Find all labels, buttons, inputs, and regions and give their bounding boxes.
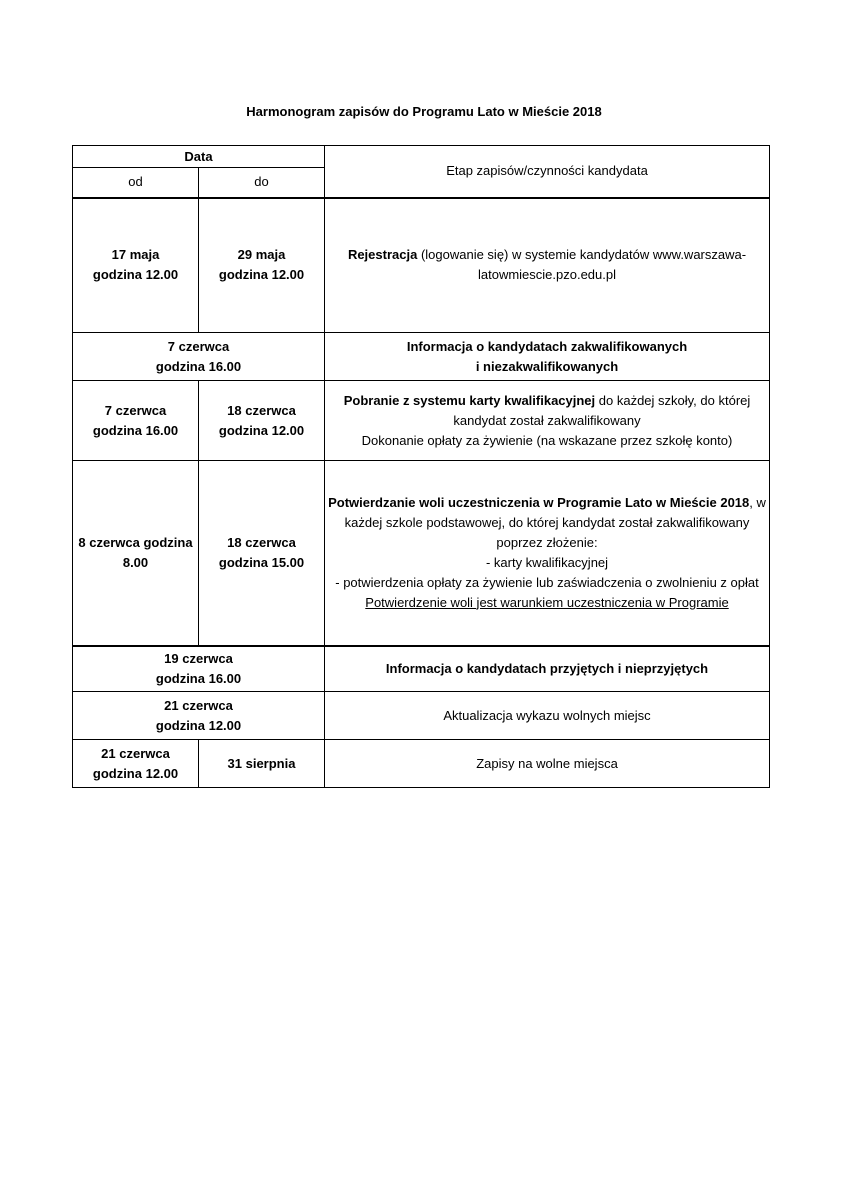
cell-from: 21 czerwca godzina 12.00 bbox=[73, 740, 199, 788]
schedule-table bbox=[72, 145, 770, 788]
table-row bbox=[73, 198, 770, 333]
stage-extra: Dokonanie opłaty za żywienie (na wskazane przez szkołę konto) bbox=[361, 432, 733, 448]
cell-to: 29 maja godzina 12.00 bbox=[199, 198, 325, 333]
table-row bbox=[73, 461, 770, 646]
stage-text: , w każdej szkole podstawowej, do której kandydat został zakwalifikowany poprzez złożenie: bbox=[344, 494, 766, 550]
cell-stage: Aktualizacja wykazu wolnych miejsc bbox=[325, 692, 770, 740]
header-row-1 bbox=[73, 146, 770, 168]
cell-date: 19 czerwca godzina 16.00 bbox=[73, 646, 325, 692]
cell-from: 8 czerwca godzina 8.00 bbox=[73, 461, 199, 646]
header-to: do bbox=[199, 168, 325, 198]
cell-stage bbox=[325, 461, 770, 646]
document-title: Harmonogram zapisów do Programu Lato w Mieście 2018 bbox=[246, 104, 602, 119]
stage-text: do każdej szkoły, do której kandydat został zakwalifikowany bbox=[453, 392, 751, 428]
stage-bold: Potwierdzanie woli uczestniczenia w Programie Lato w Mieście 2018 bbox=[328, 494, 750, 510]
header-date: Data bbox=[73, 146, 325, 168]
stage-item: - potwierdzenia opłaty za żywienie lub zaświadczenia o zwolnieniu z opłat bbox=[335, 574, 759, 590]
cell-date: 21 czerwca godzina 12.00 bbox=[73, 692, 325, 740]
cell-stage: Zapisy na wolne miejsca bbox=[325, 740, 770, 788]
cell-to: 31 sierpnia bbox=[199, 740, 325, 788]
stage-text: (logowanie się) w systemie kandydatów www.warszawa-latowmiescie.pzo.edu.pl bbox=[417, 247, 747, 283]
table-row bbox=[73, 646, 770, 692]
cell-to: 18 czerwca godzina 12.00 bbox=[199, 381, 325, 461]
cell-from: 7 czerwca godzina 16.00 bbox=[73, 381, 199, 461]
table-row bbox=[73, 692, 770, 740]
cell-stage: Informacja o kandydatach przyjętych i nieprzyjętych bbox=[325, 646, 770, 692]
header-stage: Etap zapisów/czynności kandydata bbox=[325, 146, 770, 198]
cell-stage bbox=[325, 381, 770, 461]
cell-stage: Informacja o kandydatach zakwalifikowanych i niezakwalifikowanych bbox=[325, 333, 770, 381]
table-row bbox=[73, 740, 770, 788]
cell-from: 17 maja godzina 12.00 bbox=[73, 198, 199, 333]
cell-stage bbox=[325, 198, 770, 333]
cell-to: 18 czerwca godzina 15.00 bbox=[199, 461, 325, 646]
stage-item: - karty kwalifikacyjnej bbox=[485, 554, 609, 570]
stage-bold: Pobranie z systemu karty kwalifikacyjnej bbox=[343, 392, 596, 408]
stage-bold: Rejestracja bbox=[347, 247, 418, 263]
table-row bbox=[73, 333, 770, 381]
stage-note: Potwierdzenie woli jest warunkiem uczestniczenia w Programie bbox=[365, 594, 729, 610]
cell-date: 7 czerwca godzina 16.00 bbox=[73, 333, 325, 381]
table-row bbox=[73, 381, 770, 461]
header-from: od bbox=[73, 168, 199, 198]
